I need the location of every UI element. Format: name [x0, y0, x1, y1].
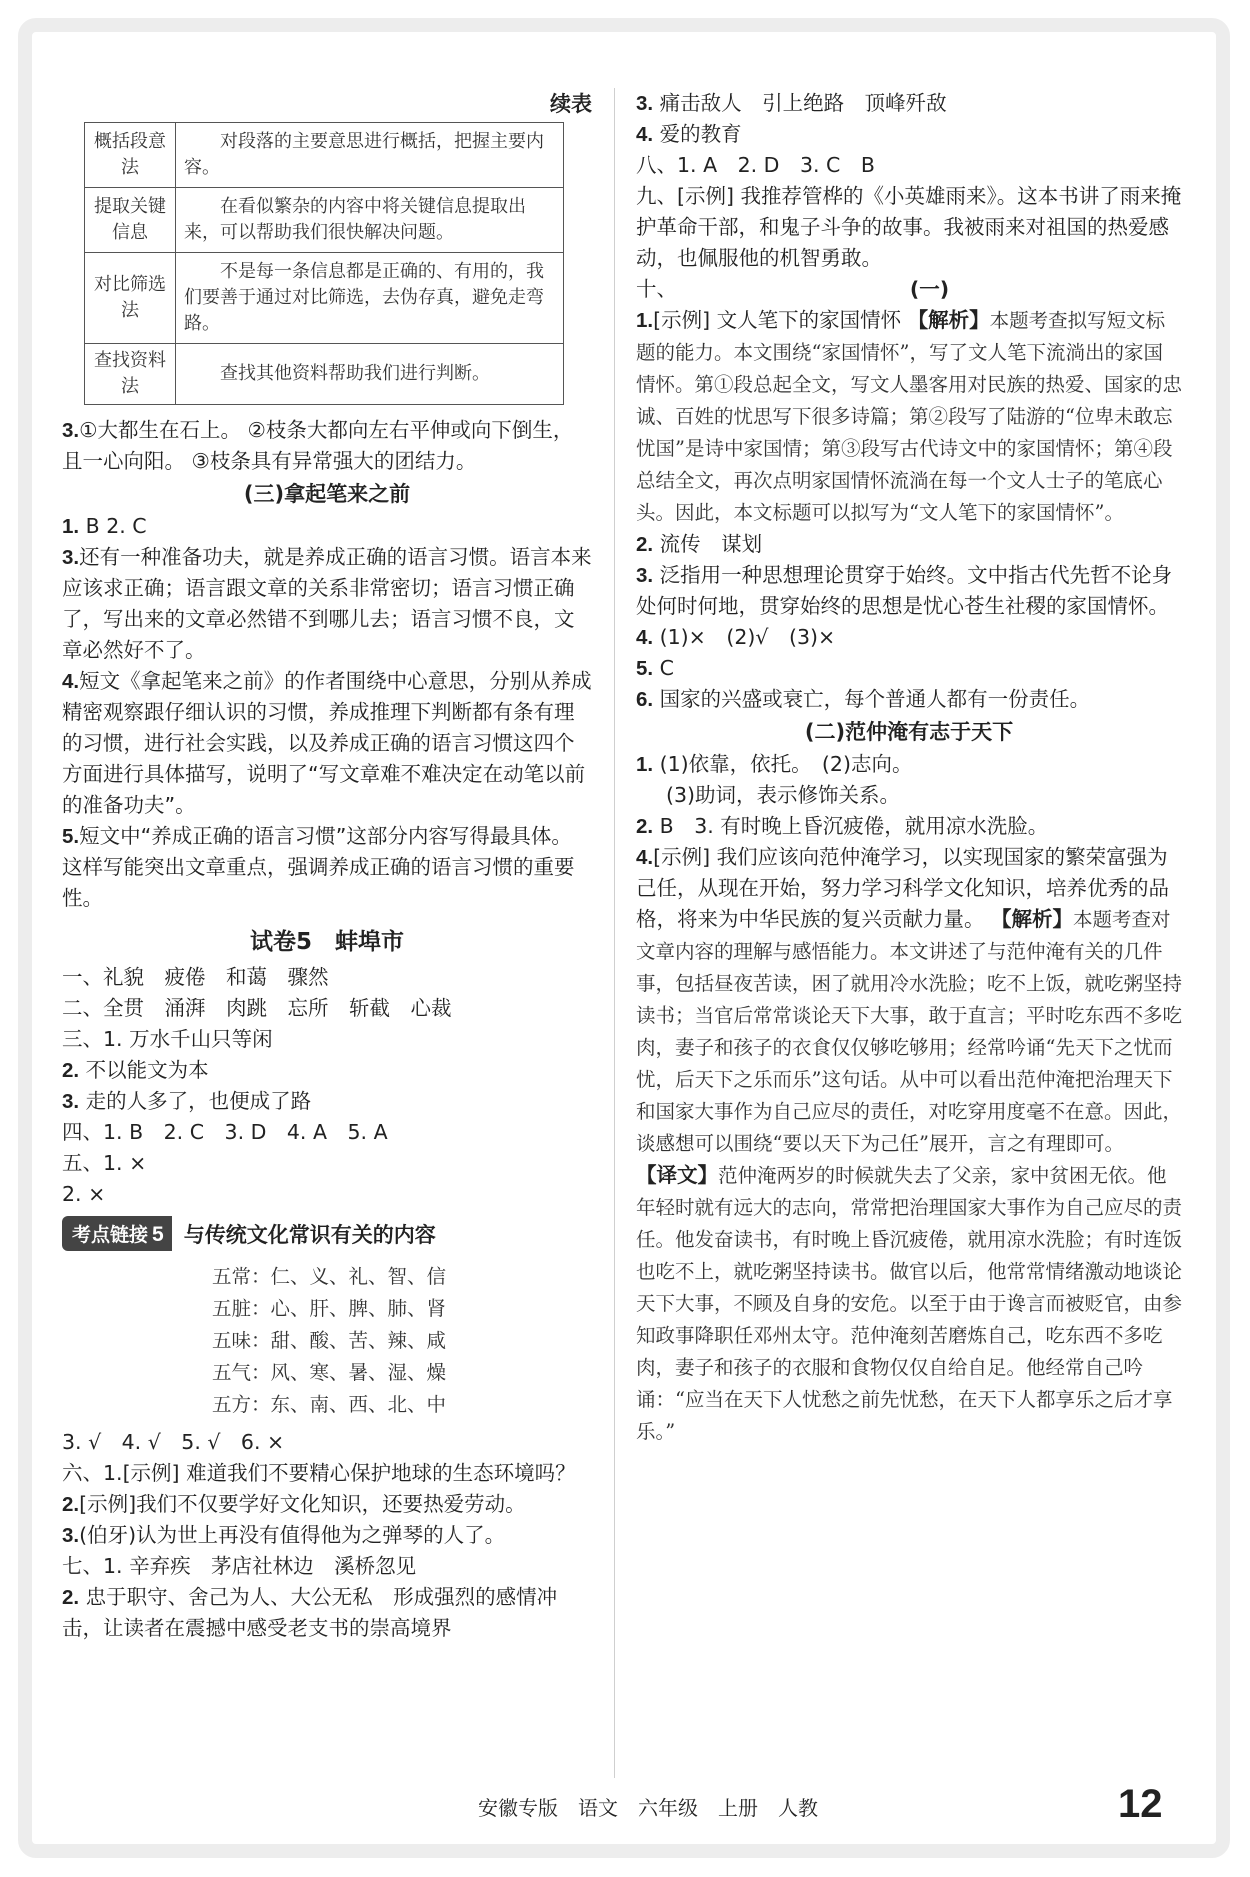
- footer-text: 安徽专版 语文 六年级 上册 人教: [478, 1796, 818, 1820]
- answer-item: 五、1. ×: [62, 1151, 147, 1175]
- table-row: [85, 188, 564, 253]
- answer-item: 1.[示例] 文人笔下的家国情怀 【解析】本题考查拟写短文标题的能力。本文围绕“家国情怀”，写了文人笔下流淌出的家国情怀。第①段总起全文，写文人墨客用对民族的热爱、国家的忠诚、百姓的忧思写下很多诗篇；第②段写了陆游的“位卑未敢忘忧国”是诗中家国情；第③段写古代诗文中的家国情怀；第④段总结全文，再次点明家国情怀流淌在每一个文人士子的笔底心头。因此，本文标题可以拟写为“文人笔下的家国情怀”。: [636, 308, 1183, 524]
- table-value: 不是每一条信息都是正确的、有用的，我们要善于通过对比筛选，去伪存真，避免走弯路。: [176, 253, 564, 344]
- answer-item: (3)助词，表示修饰关系。: [666, 783, 901, 807]
- answer-item: 3.①大都生在石上。 ②枝条大都向左右平伸或向下倒生，且一心向阳。 ③枝条具有异常强大的团结力。: [62, 418, 574, 473]
- answer-item: 3. 痛击敌人 引上绝路 顶峰歼敌: [636, 91, 947, 115]
- answer-item: 1. (1)依靠，依托。 (2)志向。: [636, 752, 913, 776]
- answer-item: 九、[示例] 我推荐管桦的《小英雄雨来》。这本书讲了雨来掩护革命干部，和鬼子斗争的故事。我被雨来对祖国的热爱感动，也佩服他的机智勇敢。: [636, 184, 1182, 270]
- kaodian-title: 与传统文化常识有关的内容: [183, 1222, 436, 1247]
- answer-item: 2. B 3. 有时晚上昏沉疲倦，就用凉水洗脸。: [636, 814, 1049, 838]
- answer-item: 八、1. A 2. D 3. C B: [636, 153, 875, 177]
- table-value: 对段落的主要意思进行概括，把握主要内容。: [176, 123, 564, 188]
- answer-item: 5. C: [636, 656, 674, 680]
- table-row: [85, 123, 564, 188]
- right-column: [636, 88, 1182, 1448]
- answer-item: 六、1.[示例] 难道我们不要精心保护地球的生态环境吗？: [62, 1461, 576, 1485]
- answer-item: 2. 流传 谋划: [636, 532, 763, 556]
- answer-item: 4. 爱的教育: [636, 122, 742, 146]
- list-item: 五常：仁、义、礼、智、信: [212, 1265, 447, 1288]
- answer-item: 3. 泛指用一种思想理论贯穿于始终。文中指古代先哲不论身处何时何地，贯穿始终的思想是忧心苍生社稷的家国情怀。: [636, 563, 1173, 618]
- table-row: [85, 253, 564, 344]
- answer-item: 4.[示例] 我们应该向范仲淹学习，以实现国家的繁荣富强为己任，从现在开始，努力学习科学文化知识，培养优秀的品格，将来为中华民族的复兴贡献力量。 【解析】本题考查对文章内容的理解与感悟能力。本文讲述了与范仲淹有关的几件事，包括昼夜苦读，困了就用冷水洗脸；吃不上饭，就吃粥坚持读书；当官后常常谈论天下大事，敢于直言；平时吃东西不多吃肉，妻子和孩子的衣食仅仅够吃够用；经常吟诵“先天下之忧而忧，后天下之乐而乐”这句话。从中可以看出范仲淹把治理天下和国家大事作为自己应尽的责任，对吃穿用度毫不在意。因此，谈感想可以围绕“要以天下为己任”展开，言之有理即可。: [636, 845, 1183, 1155]
- answer-item: 一、礼貌 疲倦 和蔼 骤然: [62, 965, 329, 989]
- paper-title: 试卷5 蚌埠市: [249, 929, 404, 955]
- answer-item: 2. 不以能文为本: [62, 1058, 209, 1082]
- table-key: 概括段意法: [85, 123, 176, 188]
- method-table: [84, 122, 564, 405]
- answer-item: 3. 走的人多了，也便成了路: [62, 1089, 312, 1113]
- kaodian-link-header: [62, 1216, 592, 1251]
- answer-item: 3.还有一种准备功夫，就是养成正确的语言习惯。语言本来应该求正确；语言跟文章的关系非常密切；语言习惯正确了，写出来的文章必然错不到哪儿去；语言习惯不良，文章必然好不了。: [62, 545, 592, 662]
- answer-item: 2. ×: [62, 1182, 106, 1206]
- answer-item: 七、1. 辛弃疾 茅店社林边 溪桥忽见: [62, 1554, 417, 1578]
- left-column: [62, 88, 592, 1644]
- answer-page: [62, 88, 1182, 1788]
- table-continued-label: 续表: [550, 92, 592, 116]
- kaodian-badge: 考点链接 5: [62, 1216, 172, 1251]
- table-value: 查找其他资料帮助我们进行判断。: [176, 344, 564, 405]
- list-item: 五气：风、寒、暑、湿、燥: [212, 1361, 447, 1384]
- answer-item: 3. √ 4. √ 5. √ 6. ×: [62, 1430, 285, 1454]
- list-item: 五味：甜、酸、苦、辣、咸: [212, 1329, 447, 1352]
- table-key: 查找资料法: [85, 344, 176, 405]
- answer-item: 四、1. B 2. C 3. D 4. A 5. A: [62, 1120, 388, 1144]
- answer-item: 3.(伯牙)认为世上再没有值得他为之弹琴的人了。: [62, 1523, 506, 1547]
- section-header: 十、 (一): [636, 277, 950, 301]
- list-item: 五脏：心、肝、脾、肺、肾: [212, 1297, 447, 1320]
- page-number: 12: [1118, 1782, 1163, 1826]
- answer-item: 4. (1)× (2)√ (3)×: [636, 625, 836, 649]
- translation: 【译文】范仲淹两岁的时候就失去了父亲，家中贫困无依。他年轻时就有远大的志向，常常把治理国家大事作为自己应尽的责任。他发奋读书，有时晚上昏沉疲倦，就用凉水洗脸；有时连饭也吃不上，就吃粥坚持读书。做官以后，他常常情绪激动地谈论天下大事，不顾及自身的安危。以至于由于谗言而被贬官，由参知政事降职任邓州太守。范仲淹刻苦磨炼自己，吃东西不多吃肉，妻子和孩子的衣服和食物仅仅自给自足。他经常自己吟诵：“应当在天下人忧愁之前先忧愁，在天下人都享乐之后才享乐。”: [636, 1163, 1183, 1443]
- list-item: 五方：东、南、西、北、中: [212, 1393, 447, 1416]
- answer-item: 1. B 2. C: [62, 514, 147, 538]
- table-key: 提取关键信息: [85, 188, 176, 253]
- answer-item: 5.短文中“养成正确的语言习惯”这部分内容写得最具体。这样写能突出文章重点，强调养成正确的语言习惯的重要性。: [62, 824, 575, 910]
- column-divider: [614, 88, 615, 1778]
- answer-item: 2.[示例]我们不仅要学好文化知识，还要热爱劳动。: [62, 1492, 526, 1516]
- page-footer: [0, 1782, 1250, 1828]
- kaodian-list: [62, 1261, 592, 1421]
- answer-item: 三、1. 万水千山只等闲: [62, 1027, 273, 1051]
- table-key: 对比筛选法: [85, 253, 176, 344]
- section-title: (三)拿起笔来之前: [243, 482, 411, 506]
- answer-item: 6. 国家的兴盛或衰亡，每个普通人都有一份责任。: [636, 687, 1091, 711]
- answer-item: 二、全贯 涌湃 肉跳 忘所 斩截 心裁: [62, 996, 452, 1020]
- answer-item: 2. 忠于职守、舍己为人、大公无私 形成强烈的感情冲击，让读者在震撼中感受老支书的崇高境界: [62, 1585, 558, 1640]
- table-row: [85, 344, 564, 405]
- answer-item: 4.短文《拿起笔来之前》的作者围绕中心意思，分别从养成精密观察跟仔细认识的习惯，养成推理下判断都有条有理的习惯，进行社会实践，以及养成正确的语言习惯这四个方面进行具体描写，说明了“写文章难不难决定在动笔以前的准备功夫”。: [62, 669, 592, 817]
- section-title: (二)范仲淹有志于天下: [804, 720, 1014, 744]
- table-value: 在看似繁杂的内容中将关键信息提取出来，可以帮助我们很快解决问题。: [176, 188, 564, 253]
